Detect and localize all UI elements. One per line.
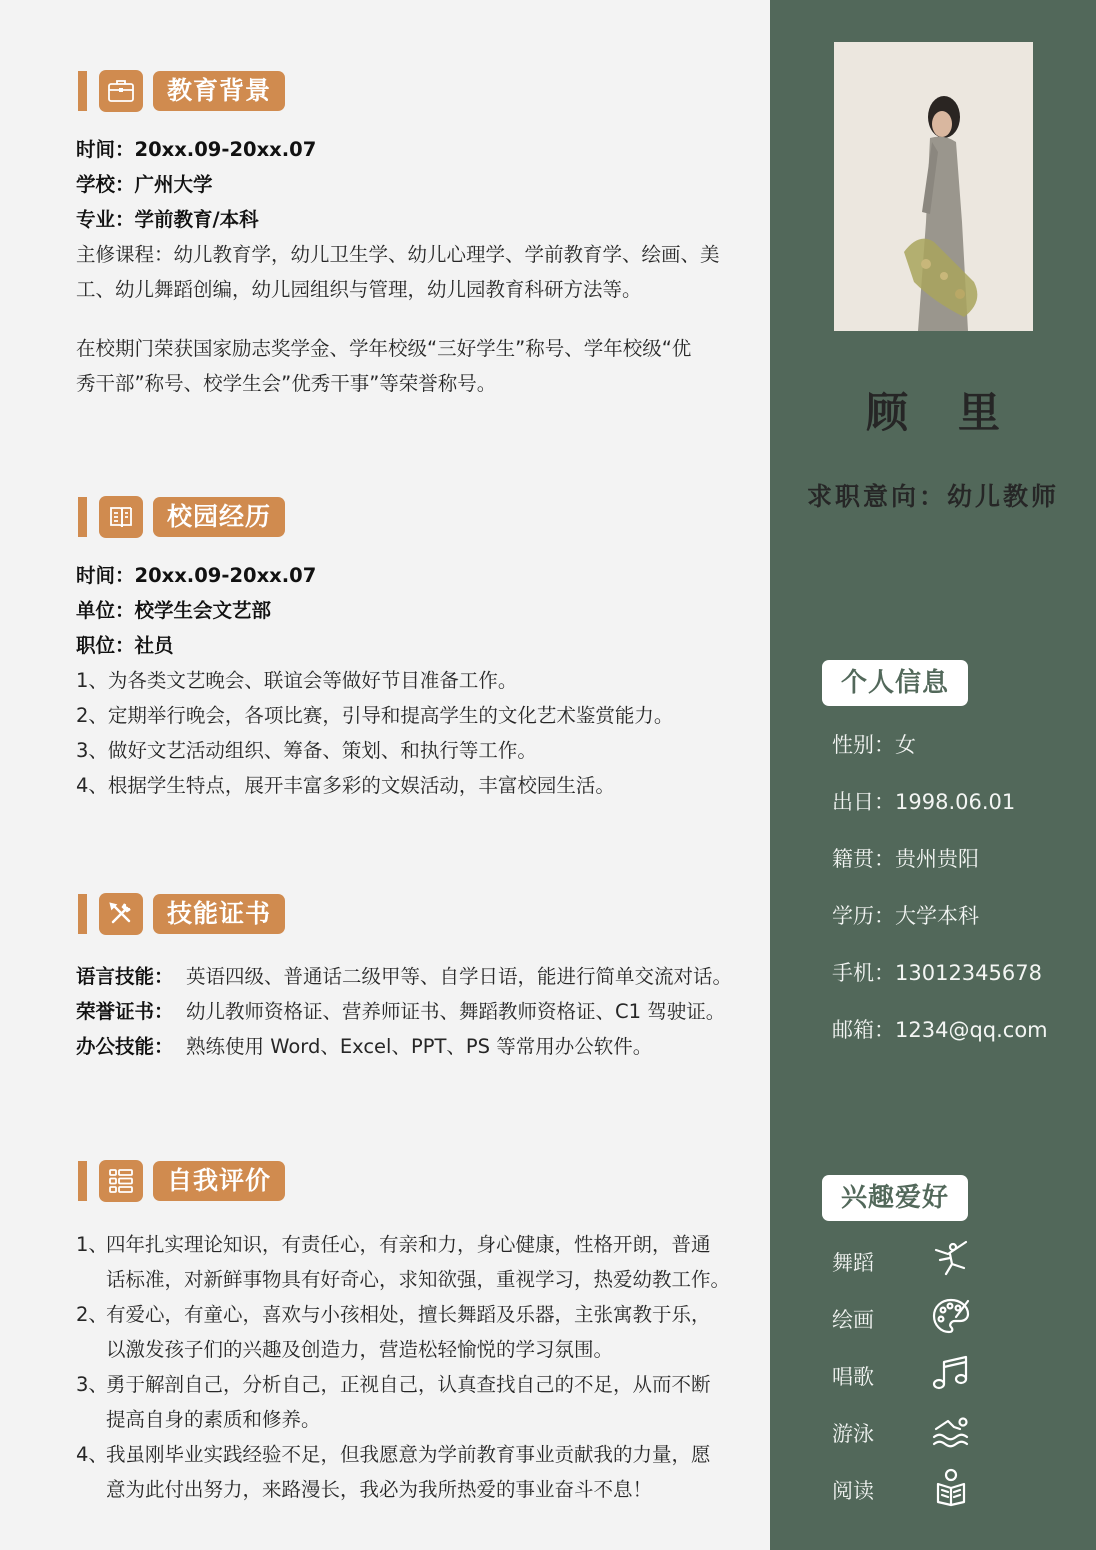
section-header-self-eval xyxy=(78,1159,285,1203)
item-number: 4、 xyxy=(76,1443,108,1466)
list-icon xyxy=(99,1160,143,1202)
dance-icon xyxy=(930,1238,972,1285)
list-item xyxy=(76,1437,746,1507)
item-line: 话标准，对新鲜事物具有好奇心，求知欲强，重视学习，热爱幼教工作。 xyxy=(106,1268,731,1291)
hobby-label: 舞蹈 xyxy=(832,1250,874,1275)
skill-row xyxy=(76,1029,741,1064)
info-email: 邮箱：1234@qq.com xyxy=(832,1018,1048,1042)
skill-value: 英语四级、普通话二级甲等、自学日语，能进行简单交流对话。 xyxy=(186,965,733,988)
label: 时间： xyxy=(76,138,135,161)
hobby-item xyxy=(832,1238,1032,1285)
book-icon xyxy=(99,496,143,538)
hobby-item xyxy=(832,1466,1032,1513)
list-item: 1、为各类文艺晚会、联谊会等做好节目准备工作。 xyxy=(76,669,518,692)
skill-value: 熟练使用 Word、Excel、PPT、PS 等常用办公软件。 xyxy=(186,1035,653,1058)
tools-icon xyxy=(99,893,143,935)
list-item xyxy=(76,1227,746,1297)
section-accent-bar xyxy=(78,497,87,537)
education-courses-line: 工、幼儿舞蹈创编，幼儿园组织与管理，幼儿园教育科研方法等。 xyxy=(76,278,642,301)
skill-key: 荣誉证书： xyxy=(76,1000,174,1023)
item-line: 意为此付出努力，来路漫长，我必为我所热爱的事业奋斗不息！ xyxy=(106,1478,653,1501)
personal-info xyxy=(832,730,1082,1072)
list-item xyxy=(76,1297,746,1367)
item-number: 2、 xyxy=(76,1303,108,1326)
info-phone: 手机：13012345678 xyxy=(832,961,1042,985)
section-accent-bar xyxy=(78,1161,87,1201)
skill-key: 办公技能： xyxy=(76,1035,174,1058)
label: 专业： xyxy=(76,208,135,231)
list-item: 4、根据学生特点，展开丰富多彩的文娱活动，丰富校园生活。 xyxy=(76,774,615,797)
job-intent: 求职意向：幼儿教师 xyxy=(806,482,1059,511)
self-eval-block xyxy=(76,1227,746,1507)
list-item: 2、定期举行晚会，各项比赛，引导和提高学生的文化艺术鉴赏能力。 xyxy=(76,704,674,727)
education-school: 广州大学 xyxy=(134,173,213,196)
campus-time: 20xx.09-20xx.07 xyxy=(134,564,317,587)
item-line: 我虽刚毕业实践经验不足，但我愿意为学前教育事业贡献我的力量，愿 xyxy=(106,1443,711,1466)
hobby-item xyxy=(832,1352,1032,1399)
reading-icon xyxy=(930,1466,972,1513)
briefcase-icon xyxy=(99,70,143,112)
campus-unit: 校学生会文艺部 xyxy=(134,599,272,622)
swim-icon xyxy=(930,1409,972,1456)
section-title: 自我评价 xyxy=(153,1161,285,1201)
label: 时间： xyxy=(76,564,135,587)
education-block xyxy=(76,132,741,401)
info-origin: 籍贯：贵州贵阳 xyxy=(832,847,979,871)
hobby-item xyxy=(832,1295,1032,1342)
section-title-hobbies: 兴趣爱好 xyxy=(822,1175,968,1221)
hobby-label: 唱歌 xyxy=(832,1364,874,1389)
campus-position: 社员 xyxy=(134,634,174,657)
item-line: 有爱心，有童心，喜欢与小孩相处，擅长舞蹈及乐器，主张寓教于乐， xyxy=(106,1303,711,1326)
section-title: 校园经历 xyxy=(153,497,285,537)
section-header-education xyxy=(78,69,285,113)
section-header-skills xyxy=(78,892,285,936)
education-honors-line: 在校期门荣获国家励志奖学金、学年校级“三好学生”称号、学年校级“优 xyxy=(76,337,692,360)
candidate-name: 顾里 xyxy=(865,388,1050,437)
education-time: 20xx.09-20xx.07 xyxy=(134,138,317,161)
label: 单位： xyxy=(76,599,135,622)
item-line: 提高自身的素质和修养。 xyxy=(106,1408,321,1431)
section-title: 技能证书 xyxy=(153,894,285,934)
education-courses-line: 主修课程：幼儿教育学，幼儿卫生学、幼儿心理学、学前教育学、绘画、美 xyxy=(76,243,720,266)
skill-key: 语言技能： xyxy=(76,965,174,988)
label: 学校： xyxy=(76,173,135,196)
section-header-campus xyxy=(78,495,285,539)
skills-block xyxy=(76,959,741,1064)
hobby-label: 绘画 xyxy=(832,1307,874,1332)
info-degree: 学历：大学本科 xyxy=(832,904,979,928)
item-number: 3、 xyxy=(76,1373,108,1396)
info-birth: 出日：1998.06.01 xyxy=(832,790,1016,814)
skill-row xyxy=(76,959,741,994)
item-line: 勇于解剖自己，分析自己，正视自己，认真查找自己的不足，从而不断 xyxy=(106,1373,711,1396)
music-note-icon xyxy=(930,1352,972,1399)
palette-icon xyxy=(930,1295,972,1342)
campus-block xyxy=(76,558,741,803)
profile-photo xyxy=(834,42,1033,331)
section-accent-bar xyxy=(78,894,87,934)
hobby-item xyxy=(832,1409,1032,1456)
list-item xyxy=(76,1367,746,1437)
section-title: 教育背景 xyxy=(153,71,285,111)
hobby-label: 阅读 xyxy=(832,1478,874,1503)
education-honors-line: 秀干部”称号、校学生会”优秀干事”等荣誉称号。 xyxy=(76,372,497,395)
education-major: 学前教育/本科 xyxy=(134,208,259,231)
item-number: 1、 xyxy=(76,1233,108,1256)
item-line: 以激发孩子们的兴趣及创造力，营造松轻愉悦的学习氛围。 xyxy=(106,1338,614,1361)
info-gender: 性别：女 xyxy=(832,733,916,757)
label: 职位： xyxy=(76,634,135,657)
item-line: 四年扎实理论知识，有责任心，有亲和力，身心健康，性格开朗，普通 xyxy=(106,1233,711,1256)
skill-row xyxy=(76,994,741,1029)
skill-value: 幼儿教师资格证、营养师证书、舞蹈教师资格证、C1 驾驶证。 xyxy=(186,1000,726,1023)
section-accent-bar xyxy=(78,71,87,111)
section-title-personal: 个人信息 xyxy=(822,660,968,706)
list-item: 3、做好文艺活动组织、筹备、策划、和执行等工作。 xyxy=(76,739,537,762)
hobby-label: 游泳 xyxy=(832,1421,874,1446)
